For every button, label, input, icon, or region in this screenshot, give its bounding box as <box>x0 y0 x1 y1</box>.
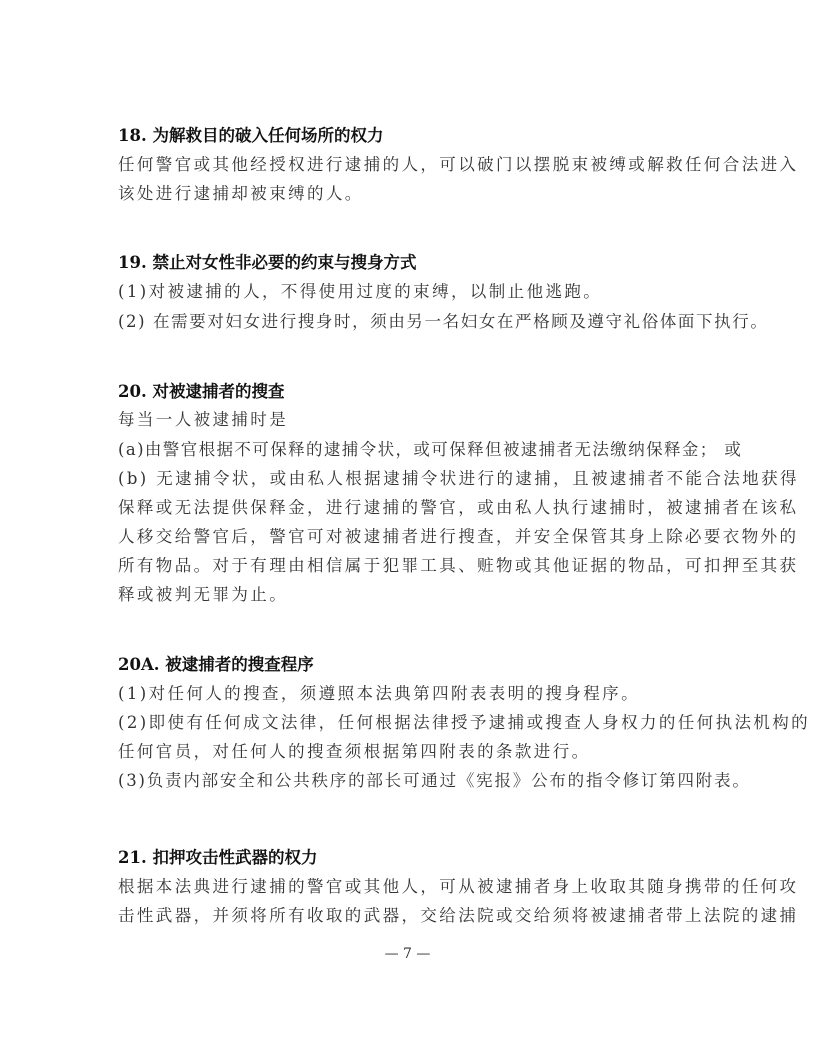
body-line: (b) 无逮捕令状，或由私人根据逮捕令状进行的逮捕，且被逮捕者不能合法地获得 <box>118 469 799 488</box>
body-line: (1)对被逮捕的人，不得使用过度的束缚，以制止他逃跑。 <box>118 282 603 301</box>
body-line: 击性武器，并须将所有收取的武器，交给法院或交给须将被逮捕者带上法院的逮捕 <box>118 906 799 925</box>
body-line: 释或被判无罪为止。 <box>118 585 289 604</box>
section-heading-20a: 20A. 被逮捕者的搜查程序 <box>118 655 314 674</box>
body-line: 保释或无法提供保释金，进行逮捕的警官，或由私人执行逮捕时，被逮捕者在该私 <box>118 498 799 517</box>
body-line: 任何官员，对任何人的搜查须根据第四附表的条款进行。 <box>118 742 591 761</box>
body-line: 该处进行逮捕却被束缚的人。 <box>118 184 364 203</box>
body-line: (1)对任何人的搜查，须遵照本法典第四附表表明的搜身程序。 <box>118 684 640 703</box>
body-line: 根据本法典进行逮捕的警官或其他人，可从被逮捕者身上收取其随身携带的任何攻 <box>118 877 799 896</box>
body-line: (2) 在需要对妇女进行搜身时，须由另一名妇女在严格顾及遵守礼俗体面下执行。 <box>118 312 769 331</box>
body-line: 所有物品。对于有理由相信属于犯罪工具、赃物或其他证据的物品，可扣押至其获 <box>118 556 799 575</box>
body-line: (a)由警官根据不可保释的逮捕令状，或可保释但被逮捕者无法缴纳保释金； 或 <box>118 440 743 459</box>
body-line: 人移交给警官后，警官可对被逮捕者进行搜查，并安全保管其身上除必要衣物外的 <box>118 527 799 546</box>
section-heading-19: 19. 禁止对女性非必要的约束与搜身方式 <box>118 253 417 272</box>
body-line: (2)即使有任何成文法律，任何根据法律授予逮捕或搜查人身权力的任何执法机构的 <box>118 713 811 732</box>
body-line: 任何警官或其他经授权进行逮捕的人，可以破门以摆脱束被缚或解救任何合法进入 <box>118 155 799 174</box>
body-line: 每当一人被逮捕时是 <box>118 410 289 429</box>
section-heading-20: 20. 对被逮捕者的搜查 <box>118 382 285 401</box>
section-heading-18: 18. 为解救目的破入任何场所的权力 <box>118 126 384 145</box>
section-heading-21: 21. 扣押攻击性武器的权力 <box>118 848 318 867</box>
page-number: — 7 — <box>384 946 431 962</box>
body-line: (3)负责内部安全和公共秩序的部长可通过《宪报》公布的指令修订第四附表。 <box>118 771 751 790</box>
